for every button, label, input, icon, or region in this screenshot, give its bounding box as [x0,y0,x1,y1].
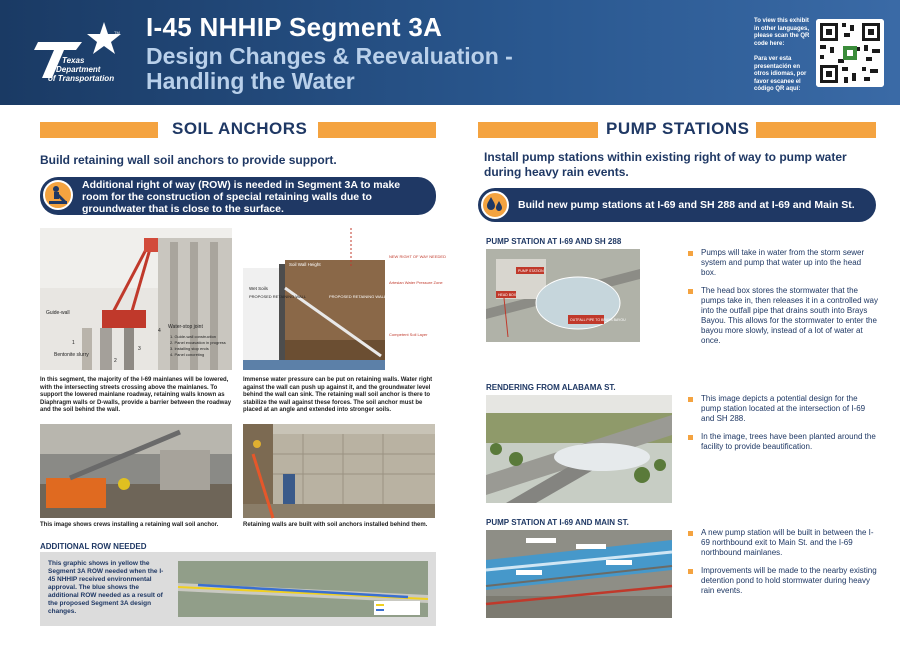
svg-text:3. Installing stop ends: 3. Installing stop ends [170,346,209,351]
qr-code-icon[interactable] [816,19,884,87]
svg-text:OUTFALL PIPE TO BRAYS BAYOU: OUTFALL PIPE TO BRAYS BAYOU [570,318,626,322]
bullet: Pumps will take in water from the storm sewer system and pump that water up into the head box. [688,248,878,278]
soil-anchors-heading: SOIL ANCHORS [40,122,436,138]
svg-text:NEW RIGHT OF WAY NEEDED: NEW RIGHT OF WAY NEEDED [389,254,446,259]
svg-text:3: 3 [138,346,141,352]
rendering-alabama-image [486,395,672,503]
svg-text:Competent Soil Layer: Competent Soil Layer [389,332,428,337]
svg-text:TM: TM [114,30,120,35]
pump-main-aerial [486,530,672,618]
caption-water-pressure: Immense water pressure can be put on retaining walls. Water right against the wall can push up against it, and the groundwater level behind the wall can sink. The retaining wall soil anchor is there to stabilize the wall against these forces. The soil anchor must be placed at an angle and extended into stronger soils. [243,377,433,413]
crew-installing-anchor-photo [40,424,232,518]
svg-text:PROPOSED RETAINING WALL: PROPOSED RETAINING WALL [249,294,307,299]
svg-text:Guide-wall: Guide-wall [46,310,70,316]
svg-text:2: 2 [114,358,117,364]
pump-main-heading: PUMP STATION AT I-69 AND MAIN ST. [486,518,629,527]
additional-row-panel [40,552,436,626]
caption-d-walls: In this segment, the majority of the I-69 mainlanes will be lowered, with the intersecting streets crossing above the mainlanes. To support the lowered mainlane roadway, retaining walls known as Diaphragm walls or D-walls, provide a barrier between the roadway and the soil behind the wall. [40,377,232,413]
svg-text:Bentonite slurry: Bentonite slurry [54,352,89,358]
svg-text:Artesian Water Pressure Zone: Artesian Water Pressure Zone [389,280,443,285]
bullet: This image depicts a potential design for the pump station located at the intersection of I-69 and SH 288. [688,394,878,424]
soil-lead-text: Build retaining wall soil anchors to provide support. [40,153,337,167]
bullet: Improvements will be made to the nearby existing detention pond to hold stormwater during heavy rain events. [688,566,878,596]
pump-pill [478,188,876,222]
pump-lead-text: Install pump stations within existing right of way to pump water during heavy rain events. [484,150,847,179]
additional-row-heading: ADDITIONAL ROW NEEDED [40,542,147,551]
pump-sh288-bullets [688,248,878,354]
svg-text:PUMP STATION: PUMP STATION [518,269,544,273]
additional-row-text: This graphic shows in yellow the Segment 3A ROW needed when the I-45 NHHIP received environmental approval. The blue shows the additional ROW needed as a result of the proposed Segment 3A design changes. [48,560,164,615]
soil-pill-text: Additional right of way (ROW) is needed in Segment 3A to make room for the construction of special retaining walls due to groundwater that is close to the surface. [82,179,401,215]
svg-text:2. Panel excavation in progres: 2. Panel excavation in progress [170,340,226,345]
rendering-alabama-heading: RENDERING FROM ALABAMA ST. [486,383,616,392]
svg-text:Water-stop joint: Water-stop joint [168,324,203,330]
soil-row-pill [40,177,436,215]
pump-sh288-aerial [486,249,640,342]
header-banner [0,0,900,105]
logo-text: Texas Department of Transportation [48,56,115,83]
bullet: In the image, trees have been planted around the facility to provide beautification. [688,432,878,452]
caption-retaining-walls: Retaining walls are built with soil anchors installed behind them. [243,522,428,528]
svg-text:Wet Soils: Wet Soils [249,286,268,291]
soil-anchor-cross-section [243,228,446,370]
svg-text:HEAD BOX: HEAD BOX [498,293,517,297]
pump-pill-text: Build new pump stations at I-69 and SH 288 and at I-69 and Main St. [518,199,855,211]
svg-text:PROPOSED RETAINING WALL SOIL A: PROPOSED RETAINING WALL SOIL ANCHOR [329,294,415,299]
d-wall-construction-diagram [40,228,232,370]
svg-text:Soil Wall Height: Soil Wall Height [289,262,321,267]
pump-stations-heading: PUMP STATIONS [478,122,876,138]
svg-text:1. Guide-wall construction: 1. Guide-wall construction [170,334,217,339]
pump-main-bullets [688,528,878,604]
pump-sh288-heading: PUMP STATION AT I-69 AND SH 288 [486,237,622,246]
page-subtitle: Design Changes & Reevaluation - Handling the Water [146,43,513,94]
qr-text-spanish: Para ver esta presentación en otros idiomas, por favor escanee el código QR aquí: [754,56,807,92]
caption-crew: This image shows crews installing a retaining wall soil anchor. [40,522,219,528]
retaining-wall-photo [243,424,435,518]
worker-icon [43,180,73,210]
svg-text:4: 4 [158,328,161,334]
svg-text:4. Panel concreting: 4. Panel concreting [170,352,205,357]
water-drops-icon [481,191,509,219]
bullet: A new pump station will be built in between the I-69 northbound exit to Main St. and the I-69 northbound mainlanes. [688,528,878,558]
bullet: The head box stores the stormwater that the pumps take in, then releases it in a controlled way into the outfall pipe that drains south into Brays Bayou. This allows for the stormwater to enter the bayou more slowly, instead of a lot of water at once. [688,286,878,346]
page-title: I-45 NHHIP Segment 3A [146,12,443,42]
qr-text-english: To view this exhibit in other languages, please scan the QR code here: [754,18,810,47]
rendering-alabama-bullets [688,394,878,460]
svg-text:1: 1 [72,340,75,346]
row-aerial-map [178,561,428,617]
